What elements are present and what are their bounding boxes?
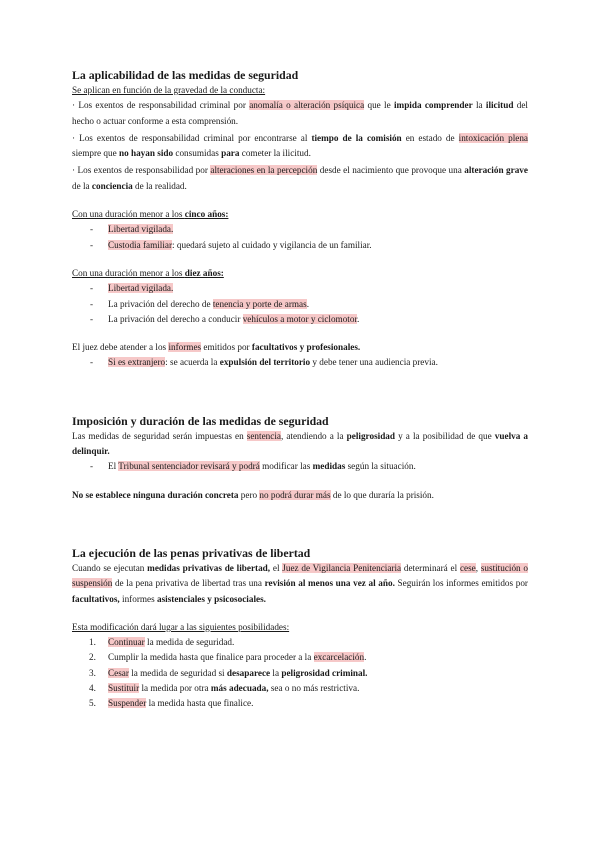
section-title-imposicion: Imposición y duración de las medidas de seguridad [72,413,329,428]
text-run: la medida por otra [139,683,211,694]
text-run: consumidas [173,148,222,159]
text-run: sea o no más restrictiva. [268,683,360,694]
section-title-ejecucion: La ejecución de las penas privativas de libertad [72,545,311,560]
list-item [72,297,528,312]
list-item [72,238,528,253]
bold-run: ilicitud [485,100,514,111]
paragraph-juez [72,340,528,355]
intro-line: Se aplican en función de la gravedad de la conducta: [72,85,266,95]
text-run: de la realidad. [132,180,187,191]
text-run: , [475,562,481,573]
text-run: y debe tener una audiencia previa. [310,357,438,368]
text-run: El [108,461,119,472]
bold-run: expulsión del territorio [219,357,311,368]
text-run: . [306,298,310,309]
text-run: la [472,100,486,111]
text-run: . [364,652,367,663]
list-number: 1. [89,637,96,648]
highlight-run: cese [459,562,476,573]
text-run: siempre que [72,148,119,159]
text-run: determinará el [401,562,460,573]
bold-run: tiempo de la comisión [311,132,402,143]
bold-run: desaparece [226,667,271,678]
highlight-run: vehículos a motor y ciclomotor [242,313,357,324]
text-run: pero [238,489,260,500]
highlight-run: Libertad vigilada. [108,283,174,294]
text-run: Seguirán los informes emitidos por [394,578,528,589]
highlight-run: informes [168,342,202,353]
text-run: Con una duración menor a los [72,209,185,220]
list-tribunal [72,459,528,474]
list-item [72,681,528,696]
text-run: la medida de seguridad. [144,637,235,648]
text-run: Cumplir la medida hasta que finalice para proceder a la [108,652,314,663]
text-run: según la situación. [345,461,416,472]
highlight-run: Continuar [108,637,145,648]
text-run: La privación del derecho de [108,298,213,309]
bold-run: para [221,148,240,159]
text-run: desde el nacimiento que provoque una [317,165,465,176]
text-run: El juez debe atender a los [72,342,169,353]
group-heading-cinco-anos [72,207,528,222]
paragraph-percepcion [72,163,528,194]
text-run: cometer la ilicitud. [239,148,311,159]
list-item [72,281,528,296]
list-extranjero [72,355,528,370]
highlight-run: sentencia [246,430,281,441]
list-number: 3. [89,667,96,678]
highlight-run: Cesar [108,667,129,678]
highlight-run: Custodia familiar [108,239,173,250]
text-run: , atendiendo a la [280,430,347,441]
text-run: de la [72,180,92,191]
text-run: · Los exentos de responsabilidad por [72,165,211,176]
paragraph-anomalia [72,98,528,129]
bold-run: facultativos, [72,593,120,604]
highlight-run: Libertad vigilada. [108,224,174,235]
highlight-run: sustitución o suspensión [72,562,529,589]
paragraph-intoxicacion [72,131,528,162]
highlight-run: Tribunal sentenciador revisará y podrá [118,461,260,472]
text-run: en estado de [401,132,459,143]
list-item [72,696,528,711]
bold-run: alteración grave [464,165,528,176]
bold-run: conciencia [91,180,133,191]
document-page [72,68,528,712]
list-item [72,222,528,237]
list-posibilidades [72,635,528,711]
list-item [72,650,528,665]
text-run: la medida hasta que finalice. [146,698,254,709]
list-item [72,459,528,474]
text-run: de lo que duraría la prisión. [330,489,434,500]
bold-run: medidas [312,461,346,472]
bold-run: más adecuada, [210,683,269,694]
text-run: Con una duración menor a los [72,267,185,278]
bold-run: medidas privativas de libertad, [147,562,271,573]
list-item [72,666,528,681]
bold-run: cinco años: [184,209,229,220]
text-run: del hecho o actuar conforme a esta comprensión. [72,100,528,126]
highlight-run: no podrá durar más [259,489,331,500]
highlight-run: anomalía o alteración psíquica [249,100,365,111]
section-title-aplicabilidad: La aplicabilidad de las medidas de seguridad [72,68,299,82]
bold-run: No se establece ninguna duración concreta [72,489,239,500]
group-heading-diez-anos [72,266,528,281]
bold-run: vuelva a delinquir. [72,430,528,457]
text-run: y a la posibilidad de que [395,430,495,441]
text-run: emitidos por [201,342,252,353]
highlight-run: Juez de Vigilancia Penitenciaria [282,562,402,573]
text-run: informes [119,593,157,604]
bold-run: facultativos y profesionales. [251,342,361,353]
bold-run: diez años: [184,267,224,278]
bold-run: asistenciales y psicosociales. [156,593,266,604]
highlight-run: intoxicación plena [458,132,528,143]
text-run: la medida de seguridad si [128,667,227,678]
highlight-run: Sustituir [108,683,140,694]
bold-run: revisión al menos una vez al año. [264,578,395,589]
text-run: : se acuerda la [165,357,220,368]
text-run: : quedará sujeto al cuidado y vigilancia de un familiar. [172,239,372,250]
highlight-run: Si es extranjero [108,357,166,368]
list-item [72,635,528,650]
bold-run: peligrosidad [346,430,396,441]
text-run: modificar las [259,461,313,472]
bold-run: no hayan sido [118,148,174,159]
paragraph-ejecucion [72,561,528,607]
text-run: La privación del derecho a conducir [108,313,243,324]
list-item [72,355,528,370]
list-number: 5. [89,698,96,709]
list-number: 4. [89,683,96,694]
text-run: el [270,562,283,573]
text-run: · Los exentos de responsabilidad criminal por encontrarse al [72,132,312,143]
bold-run: peligrosidad criminal. [281,667,368,678]
list-item [72,312,528,327]
paragraph-imposicion [72,429,528,460]
highlight-run: excarcelación [313,652,365,663]
highlight-run: alteraciones en la percepción [210,165,318,176]
text-run: . [357,313,360,324]
list-cinco-anos [72,222,528,253]
paragraph-duracion [72,488,528,503]
highlight-run: tenencia y porte de armas [212,298,307,309]
text-run: · Los exentos de responsabilidad criminal por [72,100,250,111]
list-diez-anos [72,281,528,327]
text-run: la [270,667,282,678]
text-run: que le [364,100,394,111]
lead-posibilidades: Esta modificación dará lugar a las siguientes posibilidades: [72,621,290,632]
highlight-run: Suspender [108,698,147,709]
text-run: Cuando se ejecutan [72,562,148,573]
list-number: 2. [89,652,96,663]
text-run: Las medidas de seguridad serán impuestas en [72,430,247,441]
bold-run: impida comprender [393,100,473,111]
text-run: de la pena privativa de libertad tras una [112,578,265,589]
